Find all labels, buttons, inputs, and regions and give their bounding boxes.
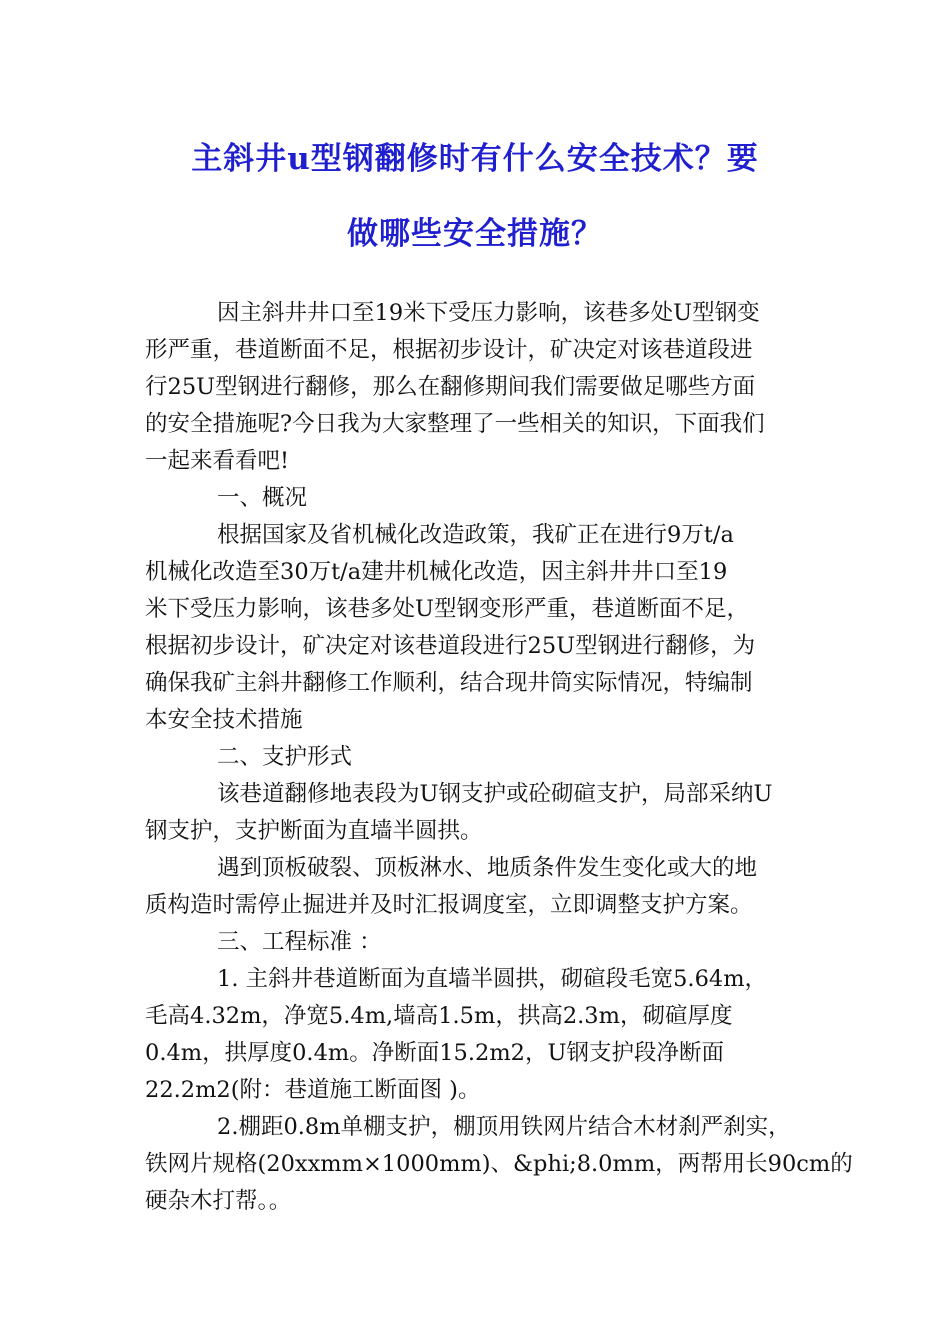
document-body (145, 295, 853, 1220)
text-line: 一起来看看吧! (145, 448, 290, 474)
text-line: 行25U型钢进行翻修，那么在翻修期间我们需要做足哪些方面 (145, 374, 756, 400)
text-line: 22.2m2(附：巷道施工断面图 )。 (145, 1077, 481, 1103)
text-line: 0.4m，拱厚度0.4m。净断面15.2m2，U钢支护段净断面 (145, 1040, 724, 1066)
text-line: 二、支护形式 (217, 744, 353, 770)
text-line: 铁网片规格(20xxmm×1000mm)、&phi;8.0mm，两帮用长90cm的 (145, 1151, 853, 1177)
text-line: 根据国家及省机械化改造政策，我矿正在进行9万t/a (217, 522, 734, 548)
text-line: 钢支护，支护断面为直墙半圆拱。 (145, 818, 483, 844)
document-title-line-2: 做哪些安全措施？ (347, 216, 603, 252)
text-line: 质构造时需停止掘进并及时汇报调度室，立即调整支护方案。 (145, 892, 753, 918)
text-line: 该巷道翻修地表段为U钢支护或砼砌碹支护，局部采纳U (217, 781, 773, 807)
text-line: 遇到顶板破裂、顶板淋水、地质条件发生变化或大的地 (217, 855, 758, 881)
text-line: 2.棚距0.8m单棚支护，棚顶用铁网片结合木材刹严刹实， (217, 1114, 791, 1140)
text-line: 1. 主斜井巷道断面为直墙半圆拱，砌碹段毛宽5.64m， (217, 966, 768, 992)
text-line: 米下受压力影响，该巷多处U型钢变形严重，巷道断面不足， (145, 596, 749, 622)
text-line: 机械化改造至30万t/a建井机械化改造，因主斜井井口至19 (145, 559, 728, 585)
text-line: 硬杂木打帮。。 (145, 1188, 292, 1214)
document-title-line-1: 主斜井u型钢翻修时有什么安全技术？要 (191, 141, 759, 177)
text-line: 毛高4.32m，净宽5.4m,墙高1.5m，拱高2.3m，砌碹厚度 (145, 1003, 733, 1029)
text-line: 因主斜井井口至19米下受压力影响，该巷多处U型钢变 (217, 300, 760, 326)
text-line: 确保我矿主斜井翻修工作顺利，结合现井筒实际情况，特编制 (145, 670, 753, 696)
text-line: 三、工程标准 ： (217, 929, 382, 955)
text-line: 一、概况 (217, 485, 308, 511)
text-line: 本安全技术措施 (145, 707, 303, 733)
text-line: 形严重，巷道断面不足，根据初步设计，矿决定对该巷道段进 (145, 337, 753, 363)
text-line: 根据初步设计，矿决定对该巷道段进行25U型钢进行翻修，为 (145, 633, 756, 659)
text-line: 的安全措施呢?今日我为大家整理了一些相关的知识，下面我们 (145, 411, 765, 437)
